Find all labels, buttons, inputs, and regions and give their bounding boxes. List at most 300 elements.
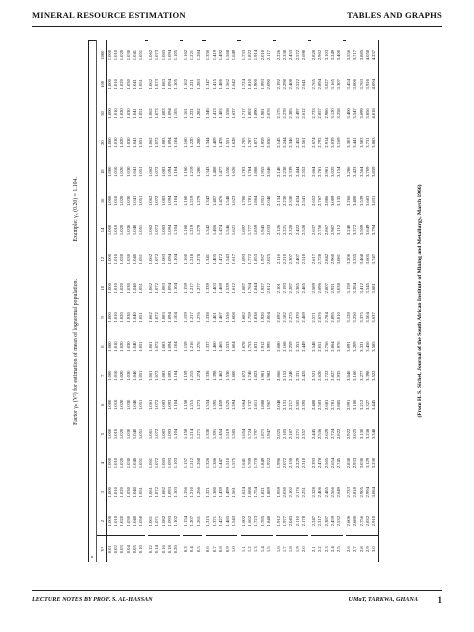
table-cell: 2.025 [275, 428, 281, 440]
table-cell: 1.474 [218, 224, 224, 236]
table-cell: 1.459 [218, 399, 224, 411]
table-cell: 2.134 [275, 195, 281, 207]
table-cell: 1.010 [112, 108, 118, 119]
table-cell: 1.543 [224, 253, 230, 265]
table-cell: 1.083 [160, 370, 166, 381]
table-cell: 1.000 [106, 487, 112, 498]
table-cell: 1.662 [246, 515, 252, 527]
table-cell: 1.159 [183, 341, 189, 352]
table-cell: 1.062 [147, 166, 153, 177]
table-cell: 1.094 [167, 166, 173, 177]
table-cell: 1.472 [218, 253, 224, 265]
table-cell: 1.562 [224, 79, 230, 90]
table-cell: 1.959 [259, 137, 265, 148]
table-cell: 1.040 [131, 312, 137, 323]
table-cell: 2.387 [323, 515, 329, 527]
table-cell: 1.221 [189, 79, 195, 90]
row-v2-label: 1.6 [276, 536, 282, 562]
table-cell: 1.687 [240, 283, 246, 294]
table-cell: 1.093 [167, 487, 173, 498]
table-cell: 1.697 [240, 224, 246, 236]
table-cell: 1.279 [195, 224, 201, 236]
table-cell: 2.864 [330, 341, 336, 352]
table-cell: 1.342 [205, 195, 211, 207]
footer-left-text: LECTURE NOTES BY PROF. S. AL-HASSAN [32, 596, 153, 603]
table-cell: 2.784 [323, 312, 329, 323]
table-cell: 1.945 [259, 224, 265, 236]
table-cell: 1.280 [195, 166, 201, 177]
table-cell: 1.276 [195, 341, 201, 352]
table-cell: 1.871 [259, 428, 265, 440]
table-cell: 2.807 [323, 283, 329, 294]
table-cell: 1.051 [138, 224, 144, 236]
row-v2-label: 2.9 [365, 536, 371, 562]
table-cell: 2.561 [301, 137, 307, 148]
table-cell: 3.731 [365, 137, 371, 148]
table-cell: 1.347 [205, 79, 211, 90]
table-cell: 3.717 [352, 49, 358, 61]
table-cell: 1.477 [218, 166, 224, 177]
table-cell: 1.772 [246, 253, 252, 265]
column-header-n: 7 [97, 361, 107, 390]
table-cell: 1.626 [230, 166, 236, 177]
table-cell: 1.093 [167, 515, 173, 527]
table-cell: 3.456 [365, 341, 371, 352]
table-cell: 1.401 [211, 312, 217, 323]
table-cell: 1.072 [154, 312, 160, 323]
table-cell: 1.158 [183, 428, 189, 440]
table-cell: 1.649 [230, 49, 236, 61]
table-cell: 1.282 [195, 108, 201, 119]
row-v2-label: 1.1 [241, 536, 247, 562]
table-cell: 1.104 [173, 253, 179, 265]
table-cell: 1.219 [189, 195, 195, 207]
table-cell: 1.215 [189, 370, 195, 381]
table-cell: 1.000 [106, 79, 112, 90]
table-cell: 3.400 [352, 195, 358, 207]
table-cell: 1.733 [240, 49, 246, 61]
table-cell: 1.072 [154, 253, 160, 265]
row-v2-label: 1.9 [295, 536, 301, 562]
table-cell: 3.303 [345, 137, 351, 148]
table-cell: 1.486 [218, 79, 224, 90]
table-cell: 1.981 [259, 108, 265, 119]
table-cell: 2.935 [336, 370, 342, 381]
table-cell: 1.844 [253, 283, 259, 294]
row-v2-label: 0.20 [174, 536, 180, 562]
table-cell: 1.859 [253, 224, 259, 236]
table-cell: 3.564 [358, 166, 364, 177]
table-cell: 2.176 [294, 487, 300, 498]
table-cell: 1.000 [106, 195, 112, 207]
table-cell: 1.030 [125, 312, 131, 323]
table-cell: 2.126 [275, 224, 281, 236]
page-number: 1 [437, 595, 442, 605]
table-cell: 2.676 [317, 312, 323, 323]
table-cell: 1.160 [183, 166, 189, 177]
table-cell: 1.020 [119, 457, 125, 469]
table-cell: 1.010 [112, 137, 118, 148]
table-cell: 1.217 [189, 283, 195, 294]
row-v2-label: 1.3 [253, 536, 259, 562]
table-cell: 2.050 [266, 137, 272, 148]
table-cell: 1.051 [138, 457, 144, 469]
footer-right-text: UMaT, TARKWA, GHANA [348, 596, 418, 603]
table-cell: 2.497 [294, 108, 300, 119]
table-cell: 3.230 [372, 449, 378, 478]
table-cell: 1.951 [259, 195, 265, 207]
table-cell: 2.307 [288, 253, 294, 265]
table-cell: 1.093 [167, 457, 173, 469]
table-cell: 3.747 [372, 245, 378, 274]
table-cell: 2.226 [275, 49, 281, 61]
table-cell: 1.326 [205, 457, 211, 469]
table-cell: 3.103 [323, 49, 329, 61]
table-cell: 2.994 [365, 487, 371, 498]
table-cell: 1.010 [112, 312, 118, 323]
table-cell: 1.900 [253, 79, 259, 90]
table-cell: 2.612 [301, 108, 307, 119]
table-cell: 1.395 [211, 399, 217, 411]
table-cell: 1.062 [147, 195, 153, 207]
table-cell: 2.046 [266, 166, 272, 177]
table-cell: 3.468 [358, 253, 364, 265]
table-cell: 1.000 [106, 515, 112, 527]
table-cell: 3.794 [372, 215, 378, 244]
table-cell: 1.492 [218, 49, 224, 61]
table-cell: 1.612 [230, 283, 236, 294]
table-cell: 1.338 [205, 312, 211, 323]
table-cell: 1.550 [224, 166, 230, 177]
row-v2-label: 1.7 [282, 536, 288, 562]
table-cell: 2.528 [301, 224, 307, 236]
table-cell: 1.083 [160, 457, 166, 469]
table-cell: 2.317 [317, 515, 323, 527]
table-cell: 2.330 [288, 195, 294, 207]
table-cell: 1.157 [183, 457, 189, 469]
table-cell: 1.010 [112, 195, 118, 207]
table-cell: 2.004 [266, 312, 272, 323]
table-cell: 1.539 [224, 283, 230, 294]
table-cell: 1.723 [253, 515, 259, 527]
table-cell: 2.452 [294, 137, 300, 148]
table-cell: 2.168 [282, 341, 288, 352]
table-cell: 2.425 [301, 370, 307, 381]
table-cell: 1.485 [224, 515, 230, 527]
table-cell: 2.745 [336, 457, 342, 469]
table-cell: 1.094 [167, 224, 173, 236]
table-cell: 1.207 [189, 515, 195, 527]
table-cell: 3.605 [365, 253, 371, 265]
table-cell: 1.315 [205, 515, 211, 527]
row-v2-label: 0.7 [212, 536, 218, 562]
column-header-n: 4 [97, 449, 107, 478]
table-cell: 1.637 [230, 108, 236, 119]
table-cell: 3.025 [352, 428, 358, 440]
table-cell: 1.072 [154, 283, 160, 294]
table-cell: 1.062 [147, 312, 153, 323]
table-cell: 3.039 [330, 137, 336, 148]
table-cell: 1.543 [230, 515, 236, 527]
table-cell: 1.268 [195, 457, 201, 469]
table-cell: 2.449 [301, 341, 307, 352]
table-cell: 2.724 [330, 428, 336, 440]
table-cell: 1.041 [131, 49, 137, 61]
table-cell: 1.104 [173, 166, 179, 177]
table-cell: 1.020 [119, 487, 125, 498]
table-cell: 1.104 [173, 428, 179, 440]
table-cell: 1.889 [266, 487, 272, 498]
table-cell: 1.575 [230, 457, 236, 469]
table-cell: 2.408 [288, 79, 294, 90]
table-cell: 2.275 [288, 312, 294, 323]
row-v2-label: 0.14 [154, 536, 160, 562]
table-cell: 1.010 [112, 457, 118, 469]
table-cell: 3.284 [352, 283, 358, 294]
table-cell: 1.700 [240, 195, 246, 207]
table-cell: 1.530 [224, 370, 230, 381]
table-cell: 3.009 [330, 195, 336, 207]
table-cell: 3.307 [336, 79, 342, 90]
table-cell: 1.104 [173, 283, 179, 294]
table-cell: 1.094 [167, 49, 173, 61]
table-cell: 1.853 [253, 253, 259, 265]
row-v2-label: 2.6 [346, 536, 352, 562]
table-cell: 1.061 [147, 399, 153, 411]
column-header-n: 20 [97, 128, 107, 157]
table-cell: 3.375 [358, 312, 364, 323]
table-cell: 1.062 [147, 283, 153, 294]
table-cell: 3.859 [372, 157, 378, 186]
table-cell: 2.914 [323, 137, 329, 148]
table-cell: 2.606 [345, 515, 351, 527]
table-cell: 3.372 [352, 224, 358, 236]
row-v2-label: 0.02 [113, 536, 119, 562]
table-cell: 3.046 [345, 370, 351, 381]
column-header-n: 18 [97, 157, 107, 186]
table-cell: 1.102 [173, 515, 179, 527]
table-row [372, 41, 378, 563]
table-cell: 2.033 [266, 224, 272, 236]
table-cell: 1.221 [189, 108, 195, 119]
table-cell: 1.051 [138, 399, 144, 411]
table-cell: 3.025 [330, 166, 336, 177]
table-cell: 1.020 [119, 224, 125, 236]
table-cell: 1.051 [138, 312, 144, 323]
table-cell: 1.274 [195, 370, 201, 381]
table-cell: 1.777 [246, 224, 252, 236]
table-cell: 1.105 [173, 79, 179, 90]
row-v2-label: 0.05 [132, 536, 138, 562]
table-cell: 1.273 [195, 399, 201, 411]
table-cell: 1.947 [266, 428, 272, 440]
column-header-n: 100 [97, 70, 107, 99]
table-cell: 2.485 [323, 487, 329, 498]
table-cell: 3.699 [358, 108, 364, 119]
table-cell: 2.536 [317, 428, 323, 440]
table-cell: 2.510 [301, 253, 307, 265]
table-cell: 1.000 [106, 312, 112, 323]
table-cell: 1.746 [246, 370, 252, 381]
table-cell: 1.427 [218, 515, 224, 527]
table-cell: 1.000 [106, 399, 112, 411]
table-cell: 2.353 [294, 341, 300, 352]
table-cell: 2.696 [317, 283, 323, 294]
table-cell: 1.030 [125, 195, 131, 207]
table-cell: 2.469 [301, 312, 307, 323]
row-v2-label: 0.12 [148, 536, 154, 562]
table-cell: 3.883 [372, 128, 378, 157]
table-cell: 1.912 [259, 341, 265, 352]
table-cell: 3.763 [358, 79, 364, 90]
table-cell: 1.510 [224, 457, 230, 469]
table-cell: 1.823 [253, 370, 259, 381]
table-cell: 1.764 [246, 283, 252, 294]
table-cell: 1.156 [183, 487, 189, 498]
table-cell: 1.020 [119, 137, 125, 148]
table-cell: 2.150 [288, 457, 294, 469]
table-cell: 3.249 [330, 49, 336, 61]
table-cell: 2.407 [294, 253, 300, 265]
table-cell: 3.120 [330, 108, 336, 119]
table-cell: 3.327 [365, 399, 371, 411]
table-cell: 1.778 [253, 457, 259, 469]
table-cell: 1.871 [253, 137, 259, 148]
table-cell: 1.000 [106, 253, 112, 265]
table-cell: 3.522 [372, 361, 378, 390]
table-cell: 3.400 [345, 108, 351, 119]
table-cell: 3.423 [352, 166, 358, 177]
table-cell: 1.868 [253, 166, 259, 177]
table-cell: 1.848 [266, 515, 272, 527]
table-cell: 1.030 [125, 515, 131, 527]
table-cell: 1.811 [253, 399, 259, 410]
table-cell: 2.641 [301, 79, 307, 90]
table-cell: 1.071 [154, 515, 160, 527]
table-cell: 1.217 [189, 312, 195, 323]
rotated-table-content [74, 40, 428, 562]
table-cell: 1.083 [160, 428, 166, 440]
table-cell: 2.105 [282, 428, 288, 440]
table-cell: 1.103 [173, 457, 179, 469]
rotated-table-area [74, 40, 428, 562]
table-cell: 1.693 [240, 253, 246, 265]
table-cell: 2.110 [294, 516, 300, 527]
table-cell: 2.102 [288, 487, 294, 498]
table-cell: 1.030 [125, 428, 131, 440]
table-cell: 1.041 [131, 137, 137, 148]
table-cell: 1.083 [160, 341, 166, 352]
table-cell: 2.895 [330, 312, 336, 323]
table-cell: 1.912 [275, 515, 281, 527]
table-cell: 1.709 [246, 457, 252, 469]
table-cell: 1.266 [195, 487, 201, 498]
table-cell: 2.933 [352, 457, 358, 469]
table-cell: 2.178 [301, 515, 307, 527]
table-cell: 1.219 [189, 224, 195, 236]
table-cell: 1.051 [138, 370, 144, 381]
table-cell: 1.408 [211, 166, 217, 177]
table-cell: 2.781 [317, 166, 323, 177]
table-cell: 1.062 [147, 79, 153, 90]
table-cell: 3.398 [365, 370, 371, 381]
table-cell: 1.341 [205, 253, 211, 265]
table-cell: 2.960 [330, 253, 336, 265]
table-cell: 2.090 [266, 79, 272, 90]
table-cell: 3.030 [358, 457, 364, 469]
table-cell: 1.664 [240, 399, 246, 411]
row-v2-label: 2.2 [317, 536, 323, 562]
table-cell: 1.781 [246, 195, 252, 207]
table-cell: 1.160 [183, 253, 189, 265]
table-cell: 1.020 [119, 283, 125, 294]
table-cell: 1.083 [160, 195, 166, 207]
table-cell: 1.215 [189, 399, 195, 411]
table-cell: 2.339 [288, 166, 294, 177]
table-cell: 2.287 [288, 283, 294, 294]
table-cell: 3.135 [336, 195, 342, 207]
table-cell: 1.737 [246, 399, 252, 411]
row-v2-label: 0.6 [206, 536, 212, 562]
table-cell: 2.857 [317, 108, 323, 119]
table-cell: 3.856 [365, 108, 371, 119]
row-v2-label: 0.9 [225, 536, 231, 562]
table-cell: 3.709 [365, 166, 371, 177]
table-cell: 2.140 [275, 166, 281, 177]
table-cell: 1.010 [112, 341, 118, 352]
table-cell: 1.220 [189, 137, 195, 148]
table-cell: 1.617 [230, 253, 236, 265]
table-caption-title: Factor γₙ (V²) for estimation of mean of lognormal population. [73, 278, 79, 425]
table-cell: 1.051 [138, 166, 144, 177]
row-v2-label: 2.4 [330, 536, 336, 562]
table-cell: 1.158 [183, 399, 189, 411]
row-v2-label: 1.8 [289, 536, 295, 562]
table-cell: 1.210 [189, 487, 195, 498]
table-cell: 1.391 [211, 428, 217, 440]
table-cell: 2.025 [266, 253, 272, 265]
table-cell: 1.831 [253, 341, 259, 352]
table-cell: 1.083 [160, 283, 166, 294]
table-cell: 2.240 [288, 370, 294, 381]
table-cell: 1.030 [125, 399, 131, 411]
row-v2-label: 1.5 [266, 536, 272, 562]
row-v2-label: 1.4 [260, 536, 266, 562]
table-cell: 3.266 [345, 195, 351, 207]
table-cell: 2.221 [282, 224, 288, 236]
table-cell: 1.061 [147, 341, 153, 352]
table-cell: 1.040 [131, 341, 137, 352]
table-cell: 1.608 [230, 312, 236, 323]
table-cell: 3.212 [358, 399, 364, 411]
table-cell: 3.583 [358, 137, 364, 148]
table-cell: 1.280 [195, 137, 201, 148]
table-cell: 1.072 [154, 195, 160, 207]
table-cell: 1.439 [218, 487, 224, 498]
table-cell: 2.338 [282, 49, 288, 61]
table-cell: 1.922 [266, 457, 272, 469]
table-cell: 1.409 [211, 137, 217, 148]
table-cell: 2.651 [317, 341, 323, 352]
table-cell: 3.129 [365, 457, 371, 469]
table-cell: 1.821 [259, 487, 265, 498]
table-cell: 1.072 [154, 457, 160, 469]
table-cell: 1.000 [106, 166, 112, 177]
column-header-n: 14 [97, 215, 107, 244]
table-cell: 1.094 [167, 341, 173, 352]
table-cell: 1.334 [205, 399, 211, 411]
table-cell: 1.703 [240, 166, 246, 177]
